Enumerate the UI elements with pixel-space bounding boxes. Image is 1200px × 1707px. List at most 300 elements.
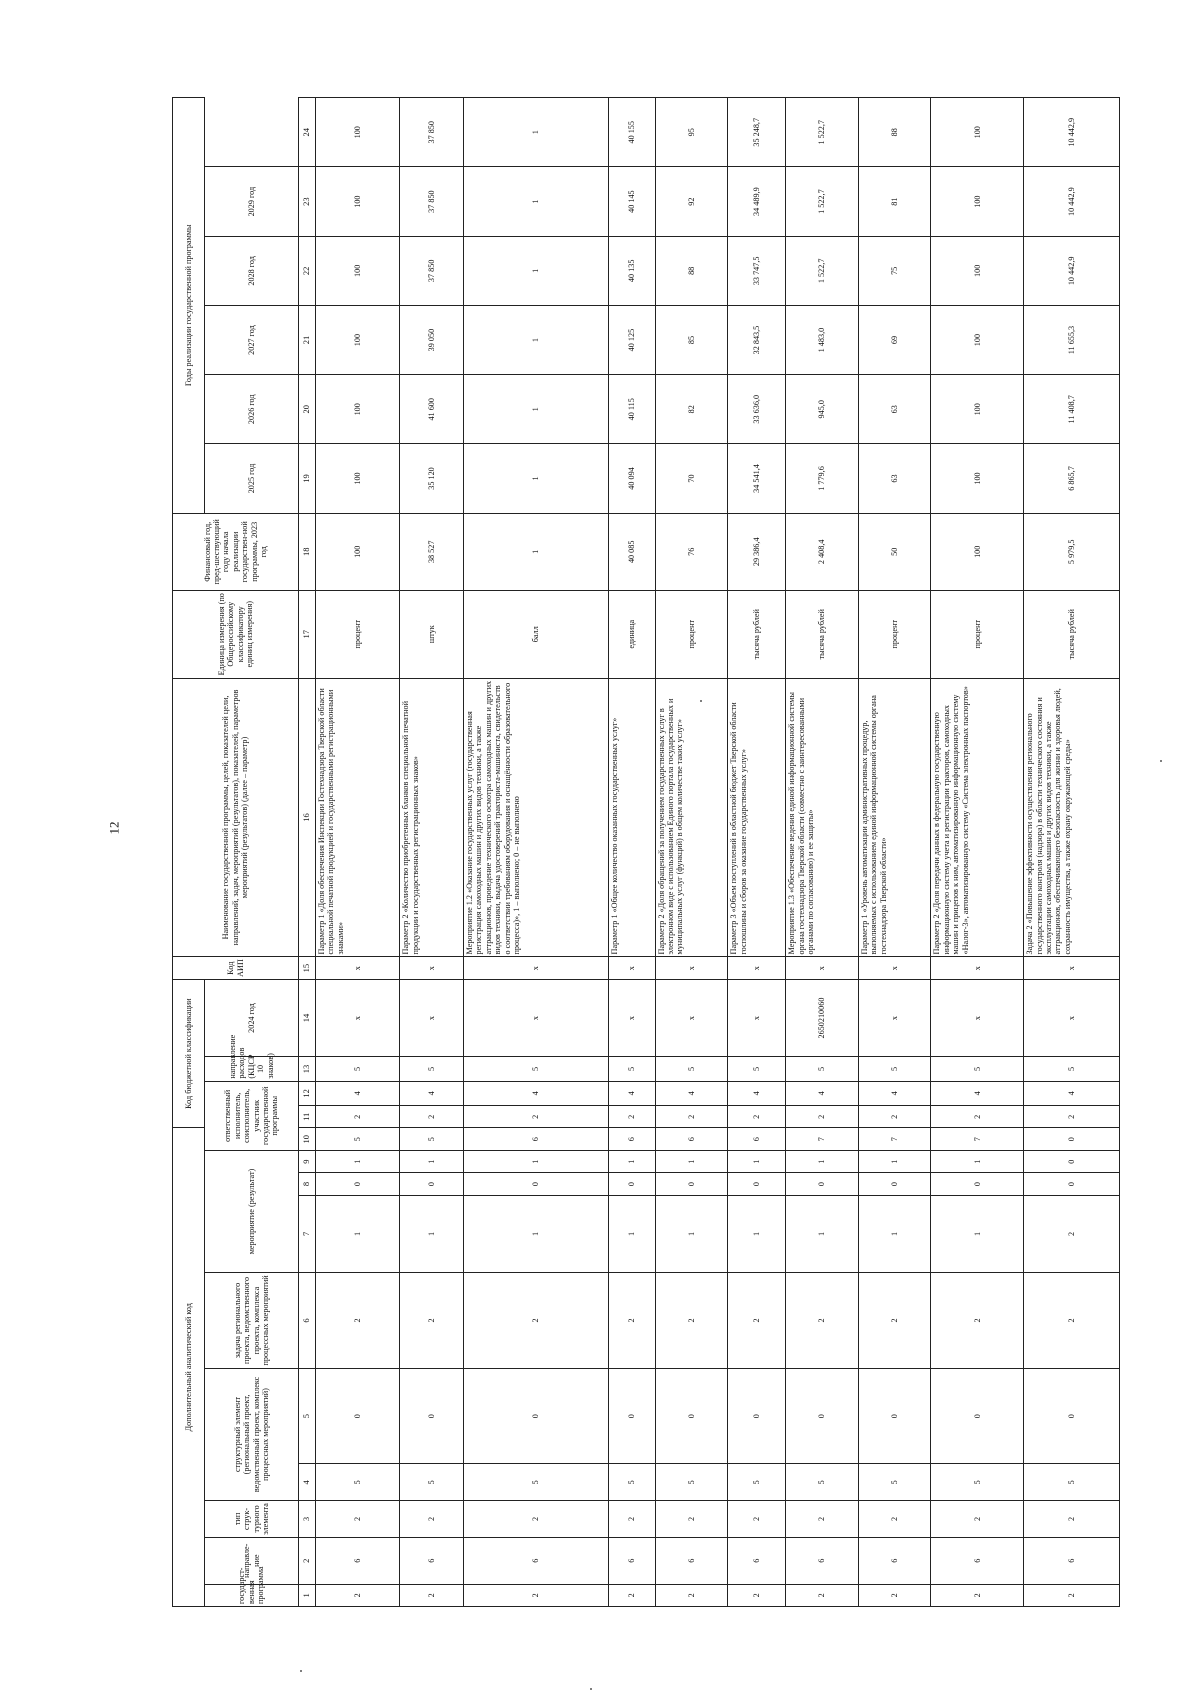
code-cell: 0 (786, 1368, 859, 1464)
code-cell: 6 (609, 1537, 655, 1584)
column-number: 4 (299, 1464, 316, 1501)
code-cell: 4 (728, 1081, 786, 1105)
code-cell: 0 (1024, 1128, 1120, 1150)
rotated-table-container (172, 97, 1120, 1607)
header-direction: направле-ние (205, 1537, 299, 1584)
code-cell: 6 (786, 1537, 859, 1584)
value-2027: 37 850 (400, 236, 464, 305)
value-2027: 100 (316, 236, 400, 305)
value-2028: 100 (316, 167, 400, 236)
value-2029: 100 (316, 98, 400, 168)
code-cell: 7 (931, 1128, 1024, 1150)
scan-speck (300, 1670, 302, 1672)
code-cell: 4 (786, 1081, 859, 1105)
code-cell: 2 (609, 1106, 655, 1128)
value-2026: 11 655,3 (1024, 305, 1120, 374)
code-cell: x (858, 979, 931, 1056)
code-cell: 4 (1024, 1081, 1120, 1105)
value-2023: 76 (655, 513, 728, 590)
scan-speck (700, 700, 702, 702)
code-cell: 0 (655, 1368, 728, 1464)
code-cell: x (609, 957, 655, 979)
column-number: 15 (299, 957, 316, 979)
header-year-2028: 2028 год (205, 236, 299, 305)
code-cell: 2 (655, 1106, 728, 1128)
value-2026: 1 483,0 (786, 305, 859, 374)
code-cell: 0 (728, 1368, 786, 1464)
code-cell: 0 (858, 1173, 931, 1195)
row-name: Параметр 1 «Уровень автоматизации административных процедур, выполняемых с использованием единой информационной системы органа гостехнадзора Тверской области» (858, 678, 931, 957)
table-row (1024, 98, 1120, 1607)
code-cell: 2 (931, 1106, 1024, 1128)
code-cell: 2 (1024, 1501, 1120, 1538)
code-cell: x (931, 979, 1024, 1056)
row-name: Параметр 1 «Общее количество оказанных государственных услуг» (609, 678, 655, 957)
unit-cell: процент (316, 590, 400, 678)
code-cell: 5 (786, 1057, 859, 1081)
code-cell: 1 (609, 1150, 655, 1172)
code-cell: x (464, 979, 609, 1056)
code-cell: 1 (655, 1150, 728, 1172)
code-cell: 6 (728, 1537, 786, 1584)
value-2025: 100 (931, 375, 1024, 444)
code-cell: 2 (786, 1584, 859, 1606)
header-year-2029: 2029 год (205, 167, 299, 236)
value-2026: 39 050 (400, 305, 464, 374)
code-cell: 2 (931, 1273, 1024, 1369)
header-executor: ответственный исполнитель, соисполнитель, участник государственной программы (205, 1081, 299, 1150)
value-2027: 100 (931, 236, 1024, 305)
column-number: 13 (299, 1057, 316, 1081)
value-2026: 69 (858, 305, 931, 374)
code-cell: 2 (786, 1106, 859, 1128)
value-2028: 34 489,9 (728, 167, 786, 236)
code-cell: 6 (858, 1537, 931, 1584)
row-name: Задача 2 «Повышение эффективности осуществления регионального государственного контроля (надзора) в области технического состояния и эксплуатации самоходных машин и других видов техники, а также аттракционов, обеспечивающего безопасность для жизни и здоровья людей, сохранность имущества, а также охрану окружающей среды» (1024, 678, 1120, 957)
column-number: 22 (299, 236, 316, 305)
code-cell: 1 (464, 1195, 609, 1272)
column-number: 7 (299, 1195, 316, 1272)
code-cell: 0 (316, 1173, 400, 1195)
code-cell: 1 (728, 1195, 786, 1272)
code-cell: 5 (464, 1464, 609, 1501)
code-cell: 5 (858, 1464, 931, 1501)
code-cell: 0 (655, 1173, 728, 1195)
code-cell: 6 (655, 1537, 728, 1584)
value-2025: 41 600 (400, 375, 464, 444)
code-cell: 5 (1024, 1057, 1120, 1081)
value-2029: 95 (655, 98, 728, 168)
header-year-2025: 2025 год (205, 444, 299, 513)
value-2028: 10 442,9 (1024, 167, 1120, 236)
value-2024: 63 (858, 444, 931, 513)
code-cell: 2 (786, 1273, 859, 1369)
column-number: 6 (299, 1273, 316, 1369)
value-2029: 35 248,7 (728, 98, 786, 168)
unit-cell: процент (931, 590, 1024, 678)
code-cell: 1 (786, 1195, 859, 1272)
code-cell: 0 (400, 1368, 464, 1464)
code-cell: x (786, 957, 859, 979)
code-cell: 5 (400, 1057, 464, 1081)
code-cell: 4 (316, 1081, 400, 1105)
page-number: 12 (106, 821, 122, 835)
header-expense: направление расходов (КЦСР 10 знаков) (205, 1057, 299, 1081)
code-cell: 4 (858, 1081, 931, 1105)
table-row (400, 98, 464, 1607)
code-cell: 2 (400, 1106, 464, 1128)
code-cell: x (316, 957, 400, 979)
code-cell: 0 (464, 1173, 609, 1195)
value-2029: 37 850 (400, 98, 464, 168)
code-cell: 0 (400, 1173, 464, 1195)
value-2027: 10 442,9 (1024, 236, 1120, 305)
column-number: 23 (299, 167, 316, 236)
value-2025: 82 (655, 375, 728, 444)
value-2025: 63 (858, 375, 931, 444)
code-cell: 0 (858, 1368, 931, 1464)
code-cell: 0 (786, 1173, 859, 1195)
code-cell: 6 (464, 1128, 609, 1150)
code-cell: 2 (655, 1273, 728, 1369)
code-cell: 2 (728, 1273, 786, 1369)
value-2026: 85 (655, 305, 728, 374)
code-cell: 2 (1024, 1106, 1120, 1128)
code-cell: 6 (609, 1128, 655, 1150)
header-name: Наименование государственной программы, целей, показателей цели, направлений, задач, мероприятий (результатов), показателей, параметров мероприятий (результатов) (далее – параметр) (173, 678, 299, 957)
unit-cell: тысяча рублей (1024, 590, 1120, 678)
code-cell: 2 (464, 1584, 609, 1606)
column-number: 3 (299, 1501, 316, 1538)
unit-cell: единица (609, 590, 655, 678)
header-year-2026: 2026 год (205, 375, 299, 444)
value-2028: 40 145 (609, 167, 655, 236)
code-cell: 1 (728, 1150, 786, 1172)
header-analytic-group: Дополнительный аналитический код (173, 1128, 205, 1607)
code-cell: 6 (400, 1537, 464, 1584)
code-cell: 7 (858, 1128, 931, 1150)
row-name: Мероприятие 1.2 «Оказание государственных услуг (государственная регистрация самоходных машин и других видов техники, а также аттракционов, проведение технического осмотра самоходных машин и других видов техники, выдача удостоверений тракториста-машиниста, свидетельств о соответствии требованиям оборудования и оснащённости образовательного процесса)», 1 – выполнено; 0 – не выполнено (464, 678, 609, 957)
code-cell: x (609, 979, 655, 1056)
header-measure: мероприятие (результат) (205, 1150, 299, 1272)
value-2025: 40 115 (609, 375, 655, 444)
value-2023: 29 386,4 (728, 513, 786, 590)
code-cell: 1 (316, 1150, 400, 1172)
code-cell: 4 (655, 1081, 728, 1105)
table-row (858, 98, 931, 1607)
value-2023: 40 085 (609, 513, 655, 590)
code-cell: 1 (464, 1150, 609, 1172)
code-cell: 1 (316, 1195, 400, 1272)
value-2024: 35 120 (400, 444, 464, 513)
column-number: 18 (299, 513, 316, 590)
column-number: 17 (299, 590, 316, 678)
code-cell: 5 (316, 1057, 400, 1081)
code-cell: 4 (931, 1081, 1024, 1105)
value-2027: 40 135 (609, 236, 655, 305)
unit-cell: процент (858, 590, 931, 678)
value-2029: 10 442,9 (1024, 98, 1120, 168)
table-row (728, 98, 786, 1607)
code-cell: 2 (316, 1273, 400, 1369)
code-cell: 2 (464, 1273, 609, 1369)
code-cell: 0 (728, 1173, 786, 1195)
header-budget-group: Код бюджетной классификации (173, 979, 205, 1128)
code-cell: 1 (858, 1150, 931, 1172)
unit-cell: тысяча рублей (786, 590, 859, 678)
row-name: Параметр 2 «Количество приобретенных бланков специальной печатной продукции и государственных регистрационных знаков» (400, 678, 464, 957)
value-2026: 1 (464, 305, 609, 374)
code-cell: 2650210060 (786, 979, 859, 1056)
code-cell: x (1024, 979, 1120, 1056)
code-cell: 6 (464, 1537, 609, 1584)
header-fin-year: Финансовый год, пред-шествующий году начала реализации государствен-ной программы, 2023 год (173, 513, 299, 590)
code-cell: 0 (1024, 1150, 1120, 1172)
code-cell: x (858, 957, 931, 979)
value-2028: 1 (464, 167, 609, 236)
code-cell: 5 (728, 1057, 786, 1081)
code-cell: 6 (728, 1128, 786, 1150)
table-body (316, 98, 1120, 1607)
code-cell: x (400, 979, 464, 1056)
column-number: 21 (299, 305, 316, 374)
code-cell: 2 (858, 1273, 931, 1369)
code-cell: 2 (464, 1106, 609, 1128)
code-cell: x (931, 957, 1024, 979)
code-cell: 5 (786, 1464, 859, 1501)
value-2024: 34 541,4 (728, 444, 786, 513)
value-2023: 5 979,5 (1024, 513, 1120, 590)
code-cell: 2 (858, 1106, 931, 1128)
code-cell: 0 (316, 1368, 400, 1464)
value-2028: 1 522,7 (786, 167, 859, 236)
code-cell: 1 (786, 1150, 859, 1172)
value-2024: 1 (464, 444, 609, 513)
code-cell: 0 (609, 1368, 655, 1464)
code-cell: 1 (400, 1195, 464, 1272)
header-unit: Единица измерения (по Общероссийскому классификатору единиц измерения) (173, 590, 299, 678)
table-row (464, 98, 609, 1607)
row-name: Параметр 3 «Объем поступлений в областной бюджет Тверской области госпошлины и сборов за оказание государственных услуг» (728, 678, 786, 957)
column-number: 9 (299, 1150, 316, 1172)
code-cell: 1 (609, 1195, 655, 1272)
row-name: Параметр 2 «Доля передачи данных в федеральную государственную информационную систему учета и регистрации тракторов, самоходных машин и прицепов к ним, автоматизированную информационную систему «Налог-3», автоматизированную систему «Система электронных паспортов» (931, 678, 1024, 957)
row-name: Параметр 2 «Доля обращений за получением государственных услуг в электронном виде с использованием Единого портала государственных и муниципальных услуг (функций) в общем количестве таких услуг» (655, 678, 728, 957)
code-cell: x (655, 957, 728, 979)
code-cell: 5 (316, 1464, 400, 1501)
code-cell: 2 (931, 1501, 1024, 1538)
code-cell: 2 (400, 1501, 464, 1538)
code-cell: 4 (464, 1081, 609, 1105)
value-2024: 70 (655, 444, 728, 513)
scan-speck (590, 1688, 592, 1690)
table-row (316, 98, 400, 1607)
row-name: Параметр 1 «Доля обеспечения Инспекции Гостехнадзора Тверской области специальной печатной продукцией и государственными регистрационными знаками» (316, 678, 400, 957)
code-cell: 4 (609, 1081, 655, 1105)
code-cell: 2 (931, 1584, 1024, 1606)
value-2029: 40 155 (609, 98, 655, 168)
value-2024: 100 (316, 444, 400, 513)
code-cell: 5 (1024, 1464, 1120, 1501)
value-2029: 1 522,7 (786, 98, 859, 168)
code-cell: 1 (931, 1195, 1024, 1272)
code-cell: 5 (609, 1464, 655, 1501)
value-2025: 33 636,0 (728, 375, 786, 444)
code-cell: 2 (464, 1501, 609, 1538)
value-2024: 40 094 (609, 444, 655, 513)
program-table (172, 97, 1120, 1607)
code-cell: 2 (1024, 1273, 1120, 1369)
value-2023: 1 (464, 513, 609, 590)
column-number: 20 (299, 375, 316, 444)
column-number: 12 (299, 1081, 316, 1105)
code-cell: 2 (609, 1501, 655, 1538)
code-cell: x (728, 957, 786, 979)
code-cell: 2 (858, 1584, 931, 1606)
value-2026: 100 (931, 305, 1024, 374)
code-cell: 2 (728, 1501, 786, 1538)
column-number: 5 (299, 1368, 316, 1464)
unit-cell: процент (655, 590, 728, 678)
value-2027: 1 522,7 (786, 236, 859, 305)
code-cell: 5 (655, 1464, 728, 1501)
code-cell: 2 (1024, 1195, 1120, 1272)
code-cell: 6 (655, 1128, 728, 1150)
column-number: 8 (299, 1173, 316, 1195)
value-2026: 32 843,5 (728, 305, 786, 374)
code-cell: 2 (400, 1584, 464, 1606)
code-cell: 5 (931, 1464, 1024, 1501)
code-cell: 0 (931, 1368, 1024, 1464)
code-cell: 0 (931, 1173, 1024, 1195)
value-2024: 100 (931, 444, 1024, 513)
code-cell: 2 (728, 1584, 786, 1606)
code-cell: x (316, 979, 400, 1056)
code-cell: 1 (931, 1150, 1024, 1172)
value-2024: 6 865,7 (1024, 444, 1120, 513)
value-2025: 1 (464, 375, 609, 444)
header-years-group: Годы реализации государственной программы (173, 98, 205, 514)
code-cell: 5 (464, 1057, 609, 1081)
value-2026: 100 (316, 305, 400, 374)
code-cell: x (1024, 957, 1120, 979)
code-cell: 7 (786, 1128, 859, 1150)
code-cell: 1 (858, 1195, 931, 1272)
value-2025: 11 408,7 (1024, 375, 1120, 444)
value-2029: 1 (464, 98, 609, 168)
code-cell: 0 (609, 1173, 655, 1195)
value-2028: 92 (655, 167, 728, 236)
value-2023: 100 (316, 513, 400, 590)
value-2029: 88 (858, 98, 931, 168)
code-cell: 2 (316, 1106, 400, 1128)
code-cell: 0 (1024, 1173, 1120, 1195)
code-cell: 2 (400, 1273, 464, 1369)
code-cell: x (655, 979, 728, 1056)
row-name: Мероприятие 1.3 «Обеспечение ведения единой информационной системы органа гостехнадзора Тверской области (совместно с заинтересованными органами по согласованию) и ее защиты» (786, 678, 859, 957)
code-cell: 2 (786, 1501, 859, 1538)
value-2023: 100 (931, 513, 1024, 590)
code-cell: 2 (655, 1584, 728, 1606)
code-cell: 0 (1024, 1368, 1120, 1464)
code-cell: x (400, 957, 464, 979)
column-number: 14 (299, 979, 316, 1056)
code-cell: 4 (400, 1081, 464, 1105)
column-number: 2 (299, 1537, 316, 1584)
code-cell: 6 (316, 1537, 400, 1584)
code-cell: 5 (931, 1057, 1024, 1081)
value-2028: 37 850 (400, 167, 464, 236)
header-year-2027: 2027 год (205, 305, 299, 374)
unit-cell: штук (400, 590, 464, 678)
code-cell: 2 (316, 1501, 400, 1538)
code-cell: 2 (316, 1584, 400, 1606)
value-2029: 100 (931, 98, 1024, 168)
code-cell: 2 (1024, 1584, 1120, 1606)
value-2023: 50 (858, 513, 931, 590)
value-2026: 40 125 (609, 305, 655, 374)
value-2027: 75 (858, 236, 931, 305)
code-cell: x (728, 979, 786, 1056)
table-row (609, 98, 655, 1607)
header-aip: Код АИП (173, 957, 299, 979)
code-cell: 5 (400, 1464, 464, 1501)
column-number: 10 (299, 1128, 316, 1150)
table-row (786, 98, 859, 1607)
value-2023: 2 408,4 (786, 513, 859, 590)
code-cell: 6 (931, 1537, 1024, 1584)
code-cell: 2 (858, 1501, 931, 1538)
header-gp: государст-венная программа (205, 1584, 299, 1606)
header-struct: структурный элемент (региональный проект, ведомственный проект, комплекс процессных мероприятий) (205, 1368, 299, 1500)
value-2027: 1 (464, 236, 609, 305)
code-cell: 2 (609, 1273, 655, 1369)
value-2028: 81 (858, 167, 931, 236)
code-cell: 5 (858, 1057, 931, 1081)
code-cell: 5 (728, 1464, 786, 1501)
column-number: 19 (299, 444, 316, 513)
column-number: 16 (299, 678, 316, 957)
value-2027: 88 (655, 236, 728, 305)
column-number: 1 (299, 1584, 316, 1606)
code-cell: 5 (655, 1057, 728, 1081)
code-cell: 2 (655, 1501, 728, 1538)
code-cell: 5 (400, 1128, 464, 1150)
unit-cell: балл (464, 590, 609, 678)
code-cell: 1 (400, 1150, 464, 1172)
value-2025: 945,0 (786, 375, 859, 444)
header-type: тип струк-турного элемента (205, 1501, 299, 1538)
table-row (931, 98, 1024, 1607)
code-cell: x (464, 957, 609, 979)
code-cell: 5 (609, 1057, 655, 1081)
code-cell: 2 (609, 1584, 655, 1606)
value-2025: 100 (316, 375, 400, 444)
code-cell: 5 (316, 1128, 400, 1150)
value-2027: 33 747,5 (728, 236, 786, 305)
column-number-row (299, 98, 316, 1607)
header-year-2024: 2024 год (205, 979, 299, 1056)
column-number: 11 (299, 1106, 316, 1128)
value-2024: 1 779,6 (786, 444, 859, 513)
unit-cell: тысяча рублей (728, 590, 786, 678)
code-cell: 1 (655, 1195, 728, 1272)
header-task: задача регионального проекта, ведомственного проекта, комплекса процессных мероприятий (205, 1273, 299, 1369)
code-cell: 0 (464, 1368, 609, 1464)
value-2023: 38 527 (400, 513, 464, 590)
scan-speck (1160, 760, 1162, 762)
column-number: 24 (299, 98, 316, 168)
